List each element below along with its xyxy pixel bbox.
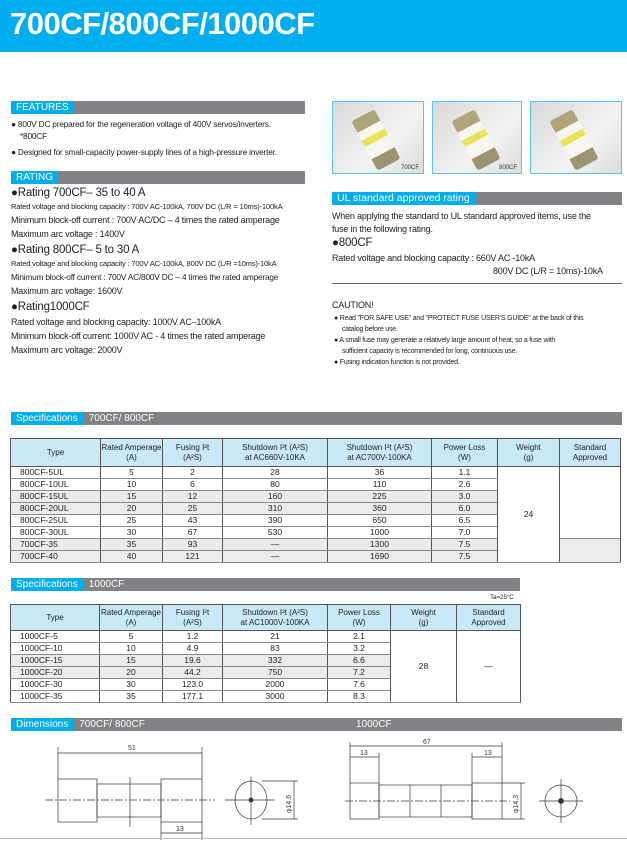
dim-length-51: 51 bbox=[128, 745, 136, 752]
ul-heading-bar bbox=[332, 192, 622, 205]
table-cell: 800CF-20UL bbox=[11, 503, 101, 515]
table-cell: 1000CF-15 bbox=[11, 655, 100, 667]
standard-cell bbox=[560, 467, 621, 539]
table-cell: 5 bbox=[100, 631, 163, 643]
dim-cap-13: 13 bbox=[176, 826, 184, 833]
table-cell: 3000 bbox=[223, 691, 328, 703]
dimensions-sub-700-800: 700CF/ 800CF bbox=[79, 719, 145, 730]
table-cell: 8.3 bbox=[328, 691, 391, 703]
drawing-700-800-side bbox=[45, 747, 215, 840]
table-cell: 35 bbox=[100, 691, 163, 703]
table-cell: 36 bbox=[328, 467, 432, 479]
spec1-heading-bar bbox=[11, 412, 622, 425]
table-cell: 2 bbox=[163, 467, 223, 479]
dimensions-heading-bar bbox=[11, 718, 622, 731]
header-line: Shutdown I²t (A²S) bbox=[346, 443, 413, 452]
header-line: Type bbox=[46, 612, 64, 622]
header-line: (A) bbox=[125, 617, 137, 627]
table-cell: 6.6 bbox=[328, 655, 391, 667]
header-line: Rated Amperage bbox=[101, 443, 162, 452]
rating-1000-line: Maximum arc voltage: 2000V bbox=[11, 345, 123, 355]
photo-label: 800CF bbox=[498, 165, 517, 171]
rating-800-line: Rated voltage and blocking capacity : 700V AC-100kA, 800V DC (L/R =10ms)-10kA bbox=[11, 259, 277, 268]
rating-700-title: ●Rating 700CF– 35 to 40 A bbox=[11, 187, 146, 199]
column-header bbox=[328, 439, 432, 467]
table-cell: 35 bbox=[101, 539, 163, 551]
fuse-photo-700cf bbox=[332, 101, 424, 174]
table-cell: 7.5 bbox=[432, 539, 498, 551]
table-cell: 20 bbox=[101, 503, 163, 515]
table-cell: 6.0 bbox=[432, 503, 498, 515]
rating-1000-title: ●Rating1000CF bbox=[11, 301, 90, 313]
table-cell: 310 bbox=[223, 503, 328, 515]
photo-label: 700CF bbox=[400, 165, 419, 171]
header-line: Standard bbox=[472, 608, 505, 617]
fuse-photo-1000cf bbox=[530, 101, 622, 174]
header-line: Approved bbox=[471, 617, 506, 627]
dim-diameter: φ14.6 bbox=[286, 794, 293, 813]
dim-length-67: 67 bbox=[423, 739, 431, 746]
table-cell: 3.2 bbox=[328, 643, 391, 655]
spec2-heading: Specifications bbox=[11, 578, 83, 591]
header-line: (g) bbox=[523, 452, 534, 462]
table-cell: 360 bbox=[328, 503, 432, 515]
table-cell: 1000 bbox=[328, 527, 432, 539]
table-cell: 530 bbox=[223, 527, 328, 539]
header-line: Type bbox=[46, 447, 65, 457]
table-cell: 7.5 bbox=[432, 551, 498, 563]
table-cell: 40 bbox=[101, 551, 163, 563]
table-cell: 21 bbox=[223, 631, 328, 643]
caution-list bbox=[334, 313, 583, 368]
table-cell: 800CF-15UL bbox=[11, 491, 101, 503]
header-line: Shutdown I²t (A²S) bbox=[242, 443, 308, 452]
header-line: (g) bbox=[418, 617, 429, 627]
rating-heading-bar bbox=[11, 171, 305, 184]
rating-700-line: Minimum block-off current : 700V AC/DC – 4 times the rated amperage bbox=[11, 215, 280, 225]
header-line: Power Loss bbox=[338, 608, 380, 617]
table-cell: 332 bbox=[223, 655, 328, 667]
column-header bbox=[498, 439, 560, 467]
dim-diameter: φ14.3 bbox=[513, 794, 520, 813]
rating-700-line: Rated voltage and blocking capacity : 700V AC-100kA, 700V DC (L/R = 10ms)-100kA bbox=[11, 202, 283, 211]
header-line: Weight bbox=[411, 608, 436, 617]
rating-1000-line: Rated voltage and blocking capacity: 1000V AC–100kA bbox=[11, 317, 221, 327]
rating-800-title: ●Rating 800CF– 5 to 30 A bbox=[11, 244, 140, 256]
table-cell: — bbox=[223, 551, 328, 563]
spec2-heading-bar bbox=[11, 578, 520, 591]
table-cell: 67 bbox=[163, 527, 223, 539]
table-cell: 80 bbox=[223, 479, 328, 491]
ul-text: Rated voltage and blocking capacity : 660V AC -10kA bbox=[332, 253, 535, 263]
drawing-1000-end bbox=[539, 779, 583, 823]
features-heading: FEATURES bbox=[11, 101, 74, 114]
table-cell: 44.2 bbox=[163, 667, 223, 679]
caution-item: ● A small fuse may generate a relatively large amount of heat, so a fuse with bbox=[334, 337, 556, 344]
dim-cap-left: 13 bbox=[360, 750, 368, 757]
column-header bbox=[457, 605, 521, 631]
header-line: Fusing I²t bbox=[175, 443, 210, 452]
column-header bbox=[101, 439, 163, 467]
dimension-drawings bbox=[0, 735, 627, 840]
spec1-heading: Specifications bbox=[11, 412, 83, 425]
spec-table-700-800 bbox=[10, 438, 621, 563]
rating-800-line: Minimum block-off current : 700V AC/800V DC – 4 times the rated amperage bbox=[11, 272, 279, 282]
table-cell: 7.0 bbox=[432, 527, 498, 539]
ul-heading: UL standard approved rating bbox=[332, 192, 475, 205]
header-line: Weight bbox=[516, 443, 541, 452]
column-header bbox=[223, 605, 328, 631]
feature-note: *800CF bbox=[20, 131, 47, 141]
rating-700-line: Maximum arc voltage : 1400V bbox=[11, 229, 125, 239]
header-line: at AC1000V-100KA bbox=[240, 617, 310, 627]
table-cell: 1000CF-35 bbox=[11, 691, 100, 703]
column-header bbox=[11, 439, 101, 467]
feature-item: ● Designed for small-capacity power-supply lines of a high-pressure inverter. bbox=[11, 147, 277, 157]
spec-table-1000 bbox=[10, 604, 521, 703]
weight-cell: 24 bbox=[498, 467, 560, 563]
header-line: Power Loss bbox=[443, 443, 486, 452]
table-cell: 650 bbox=[328, 515, 432, 527]
table-cell: 30 bbox=[100, 679, 163, 691]
table-cell: 6.5 bbox=[432, 515, 498, 527]
table-cell: 15 bbox=[101, 491, 163, 503]
column-header bbox=[100, 605, 163, 631]
footer-rule bbox=[0, 838, 627, 839]
standard-cell bbox=[560, 539, 621, 563]
fuse-photo-800cf bbox=[432, 101, 522, 174]
header-line: (A²S) bbox=[183, 617, 202, 627]
caution-text: sufficient capacity is recommended for long, continuous use. bbox=[342, 348, 518, 355]
header-line: (A) bbox=[126, 452, 137, 462]
drawing-1000-side bbox=[345, 742, 525, 819]
table-cell: 10 bbox=[101, 479, 163, 491]
spec2-subheading: 1000CF bbox=[88, 579, 125, 590]
table-cell: 700CF-40 bbox=[11, 551, 101, 563]
header-line: (W) bbox=[458, 452, 471, 462]
ul-text: When applying the standard to UL standard approved items, use the bbox=[332, 211, 591, 221]
header-line: (W) bbox=[352, 617, 366, 627]
column-header bbox=[11, 605, 100, 631]
table-cell: 1000CF-10 bbox=[11, 643, 100, 655]
table-cell: 5 bbox=[101, 467, 163, 479]
page-title: 700CF/800CF/1000CF bbox=[10, 6, 315, 41]
table-cell: 93 bbox=[163, 539, 223, 551]
column-header bbox=[391, 605, 457, 631]
caution-item: ● Fusing indication function is not provided. bbox=[334, 359, 460, 366]
table-cell: 2000 bbox=[223, 679, 328, 691]
table-cell: 83 bbox=[223, 643, 328, 655]
table-cell: 15 bbox=[100, 655, 163, 667]
table-row bbox=[11, 467, 621, 479]
table-cell: 800CF-10UL bbox=[11, 479, 101, 491]
dim-cap-right: 13 bbox=[484, 750, 492, 757]
dimensions-heading: Dimensions bbox=[11, 718, 73, 731]
header-line: at AC660V-10KA bbox=[244, 452, 306, 462]
temperature-note: Ta=25°C bbox=[490, 594, 514, 601]
column-header bbox=[163, 439, 223, 467]
column-header bbox=[328, 605, 391, 631]
header-line: (A²S) bbox=[183, 452, 202, 462]
header-line: Shutdown I²t (A²S) bbox=[242, 608, 308, 617]
table-cell: 30 bbox=[101, 527, 163, 539]
column-header bbox=[163, 605, 223, 631]
table-cell: 28 bbox=[223, 467, 328, 479]
standard-cell: — bbox=[457, 631, 521, 703]
table-cell: 7.6 bbox=[328, 679, 391, 691]
table-cell: 3.0 bbox=[432, 491, 498, 503]
table-row bbox=[11, 631, 521, 643]
table-cell: 123.0 bbox=[163, 679, 223, 691]
header-line: Rated Amperage bbox=[100, 608, 162, 617]
table-cell: 1690 bbox=[328, 551, 432, 563]
table-cell: — bbox=[223, 539, 328, 551]
header-line: at AC700V-100KA bbox=[347, 452, 412, 462]
table-cell: 25 bbox=[163, 503, 223, 515]
table-cell: 800CF-25UL bbox=[11, 515, 101, 527]
ul-text: fuse in the following rating. bbox=[332, 224, 433, 234]
ul-model: ●800CF bbox=[332, 237, 373, 249]
table-cell: 121 bbox=[163, 551, 223, 563]
table-cell: 1000CF-30 bbox=[11, 679, 100, 691]
table-cell: 2.6 bbox=[432, 479, 498, 491]
features-heading-bar bbox=[11, 101, 305, 114]
feature-item: ● 800V DC prepared for the regeneration voltage of 400V servos/inverters. bbox=[11, 119, 271, 129]
table-cell: 160 bbox=[223, 491, 328, 503]
caution-title: CAUTION! bbox=[332, 300, 374, 310]
spec1-subheading: 700CF/ 800CF bbox=[88, 413, 155, 424]
column-header bbox=[432, 439, 498, 467]
table-cell: 1300 bbox=[328, 539, 432, 551]
header-line: Approved bbox=[572, 452, 608, 462]
header-line: Standard bbox=[573, 443, 607, 452]
caution-text: A small fuse may generate a relatively large amount of heat, so a fuse with bbox=[339, 337, 556, 344]
table-cell: 390 bbox=[223, 515, 328, 527]
header-line: Fusing I²t bbox=[175, 608, 210, 617]
table-cell: 2.1 bbox=[328, 631, 391, 643]
table-cell: 20 bbox=[100, 667, 163, 679]
column-header bbox=[223, 439, 328, 467]
caution-item: ● Read "FOR SAFE USE" and "PROTECT FUSE USER'S GUIDE" at the back of this bbox=[334, 315, 584, 322]
table-cell: 800CF-5UL bbox=[11, 467, 101, 479]
table-cell: 1.2 bbox=[163, 631, 223, 643]
table-cell: 12 bbox=[163, 491, 223, 503]
table-cell: 800CF-30UL bbox=[11, 527, 101, 539]
table-cell: 10 bbox=[100, 643, 163, 655]
table-cell: 225 bbox=[328, 491, 432, 503]
caution-text: Fusing indication function is not provided. bbox=[339, 359, 460, 366]
table-cell: 4.9 bbox=[163, 643, 223, 655]
feature-text: 800V DC prepared for the regeneration voltage of 400V servos/inverters. bbox=[17, 119, 271, 129]
table-cell: 1000CF-5 bbox=[11, 631, 100, 643]
feature-text: Designed for small-capacity power-supply lines of a high-pressure inverter. bbox=[17, 147, 277, 157]
table-cell: 110 bbox=[328, 479, 432, 491]
weight-cell: 28 bbox=[391, 631, 457, 703]
table-cell: 25 bbox=[101, 515, 163, 527]
table-cell: 1000CF-20 bbox=[11, 667, 100, 679]
ul-text: 800V DC (L/R = 10ms)-10kA bbox=[493, 266, 603, 276]
table-cell: 750 bbox=[223, 667, 328, 679]
rating-heading: RATING bbox=[11, 171, 58, 184]
table-cell: 1.1 bbox=[432, 467, 498, 479]
table-cell: 700CF-35 bbox=[11, 539, 101, 551]
table-cell: 7.2 bbox=[328, 667, 391, 679]
table-cell: 19.6 bbox=[163, 655, 223, 667]
dimensions-sub-1000: 1000CF bbox=[356, 719, 392, 730]
divider bbox=[332, 283, 622, 284]
rating-1000-line: Minimum block-off current: 1000V AC - 4 times the rated amperage bbox=[11, 331, 266, 341]
caution-text: Read "FOR SAFE USE" and "PROTECT FUSE USER'S GUIDE" at the back of this bbox=[339, 315, 584, 322]
caution-text: catalog before use. bbox=[342, 326, 398, 333]
table-cell: 6 bbox=[163, 479, 223, 491]
table-cell: 177.1 bbox=[163, 691, 223, 703]
table-cell: 43 bbox=[163, 515, 223, 527]
rating-800-line: Maximum arc voltage: 1600V bbox=[11, 286, 123, 296]
column-header bbox=[560, 439, 621, 467]
